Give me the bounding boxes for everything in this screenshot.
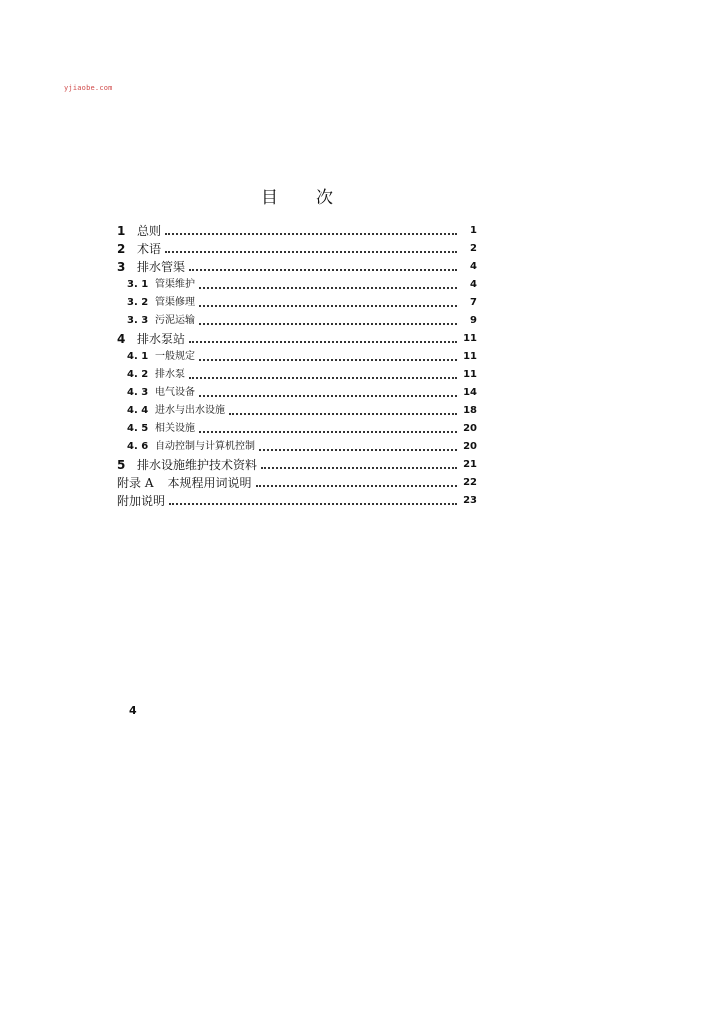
- dot-leader: [229, 413, 457, 415]
- page-title: [0, 183, 594, 208]
- toc-entry-number: 4: [117, 332, 126, 346]
- toc-entry[interactable]: [117, 222, 477, 240]
- toc-entry-number: 4. 5: [127, 423, 149, 434]
- toc-entry-number: 4. 3: [127, 387, 149, 398]
- dot-leader: [259, 449, 457, 451]
- toc-entry[interactable]: [117, 438, 477, 456]
- toc-entry-number: 4. 4: [127, 405, 149, 416]
- dot-leader: [199, 359, 457, 361]
- dot-leader: [199, 287, 457, 289]
- toc-entry-number: 4. 6: [127, 441, 149, 452]
- toc-entry-title: 一般规定: [155, 351, 195, 362]
- toc-entry-title: 排水泵站: [137, 332, 186, 346]
- watermark-text: yjiaobe.com: [64, 84, 113, 92]
- dot-leader: [165, 233, 457, 235]
- toc-entry-title: 排水管渠: [137, 260, 186, 274]
- toc-entry[interactable]: [117, 492, 477, 510]
- toc-entry-number: 3. 3: [127, 315, 149, 326]
- toc-entry-title: 排水泵: [155, 369, 185, 380]
- toc-entry[interactable]: [117, 312, 477, 330]
- toc-entry-number: 2: [117, 242, 126, 256]
- toc-entry-page: 11: [463, 369, 477, 380]
- dot-leader: [199, 395, 457, 397]
- dot-leader: [169, 503, 457, 505]
- toc-entry-page: 4: [470, 261, 477, 272]
- toc-entry-page: 22: [463, 477, 477, 488]
- toc-entry-number: 5: [117, 458, 126, 472]
- toc-entry-number: 3. 1: [127, 279, 149, 290]
- toc-entry-page: 23: [463, 495, 477, 506]
- toc-entry[interactable]: [117, 474, 477, 492]
- dot-leader: [189, 341, 457, 343]
- toc-entry-title: 排水设施维护技术资料: [137, 458, 258, 472]
- toc-entry-number: 3. 2: [127, 297, 149, 308]
- toc-entry-page: 9: [470, 315, 477, 326]
- toc-entry-title: 污泥运输: [155, 315, 195, 326]
- dot-leader: [165, 251, 457, 253]
- toc-entry[interactable]: [117, 366, 477, 384]
- toc-entry-title: 相关设施: [155, 423, 195, 434]
- toc-entry-title: 附加说明: [117, 494, 166, 508]
- toc-entry[interactable]: [117, 330, 477, 348]
- toc-entry-title: 管渠修理: [155, 297, 195, 308]
- toc-entry-number: 4. 1: [127, 351, 149, 362]
- toc-entry-page: 4: [470, 279, 477, 290]
- toc-entry-page: 11: [463, 333, 477, 344]
- toc-entry-title: 本规程用词说明: [167, 476, 252, 490]
- toc-entry-page: 1: [470, 225, 477, 236]
- dot-leader: [199, 323, 457, 325]
- table-of-contents: [117, 222, 477, 510]
- toc-entry-page: 11: [463, 351, 477, 362]
- toc-entry-page: 2: [470, 243, 477, 254]
- dot-leader: [256, 485, 458, 487]
- toc-entry-title: 总则: [137, 224, 162, 238]
- toc-entry[interactable]: [117, 384, 477, 402]
- dot-leader: [189, 269, 457, 271]
- toc-entry[interactable]: [117, 240, 477, 258]
- toc-entry-number: 4. 2: [127, 369, 149, 380]
- toc-entry-page: 20: [463, 423, 477, 434]
- toc-entry[interactable]: [117, 348, 477, 366]
- toc-entry-page: 18: [463, 405, 477, 416]
- toc-entry[interactable]: [117, 456, 477, 474]
- toc-entry-number: 1: [117, 224, 126, 238]
- toc-entry-number: 3: [117, 260, 126, 274]
- dot-leader: [189, 377, 457, 379]
- title-char-1: 目: [261, 188, 278, 208]
- toc-entry-number: 附录 A: [117, 476, 154, 490]
- toc-entry[interactable]: [117, 258, 477, 276]
- dot-leader: [261, 467, 457, 469]
- toc-entry-page: 14: [463, 387, 477, 398]
- toc-entry-title: 电气设备: [155, 387, 195, 398]
- toc-entry-page: 20: [463, 441, 477, 452]
- page-number: 4: [129, 704, 137, 717]
- toc-entry-page: 21: [463, 459, 477, 470]
- toc-entry[interactable]: [117, 276, 477, 294]
- toc-entry[interactable]: [117, 294, 477, 312]
- toc-entry-page: 7: [470, 297, 477, 308]
- toc-entry-title: 进水与出水设施: [155, 405, 225, 416]
- toc-entry[interactable]: [117, 420, 477, 438]
- dot-leader: [199, 431, 457, 433]
- toc-entry[interactable]: [117, 402, 477, 420]
- toc-entry-title: 术语: [137, 242, 162, 256]
- title-char-2: 次: [316, 188, 333, 208]
- dot-leader: [199, 305, 457, 307]
- toc-entry-title: 管渠维护: [155, 279, 195, 290]
- toc-entry-title: 自动控制与计算机控制: [155, 441, 255, 452]
